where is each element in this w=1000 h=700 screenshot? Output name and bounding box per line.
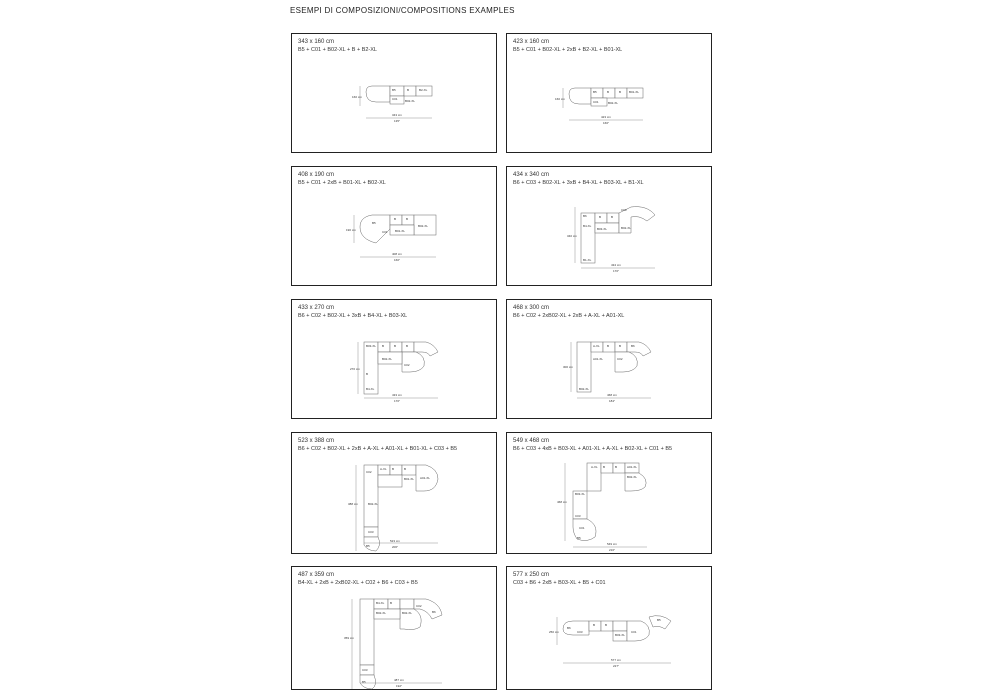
composition-card bbox=[506, 566, 712, 690]
module-label: B bbox=[392, 467, 395, 471]
module-label: B bbox=[603, 465, 606, 469]
composition-card bbox=[506, 33, 712, 153]
width-label: 434 cm bbox=[611, 263, 621, 267]
module-label: B03-XL bbox=[597, 227, 608, 231]
module-label: B02-XL bbox=[405, 99, 416, 103]
module-label: A-XL bbox=[380, 467, 387, 471]
module-label: C01 bbox=[579, 526, 585, 530]
plan-shape bbox=[360, 599, 442, 689]
module-label: B01-XL bbox=[404, 477, 415, 481]
module-label: B bbox=[619, 344, 622, 348]
module-label: B1-XL bbox=[583, 258, 592, 262]
module-label: B4-XL bbox=[366, 387, 375, 391]
module-label: C03 bbox=[621, 208, 627, 212]
module-label: B02-XL bbox=[621, 226, 632, 230]
module-label: B bbox=[599, 215, 602, 219]
composition-diagram bbox=[507, 167, 713, 287]
module-label: B03-XL bbox=[615, 633, 626, 637]
module-label: B6 bbox=[583, 214, 587, 218]
composition-card bbox=[291, 432, 497, 554]
module-label: C02 bbox=[404, 363, 410, 367]
composition-modules: C03 + B6 + 2xB + B03-XL + B5 + C01 bbox=[513, 580, 606, 586]
composition-diagram bbox=[507, 300, 713, 420]
module-label: C02 bbox=[416, 604, 422, 608]
width-inch-label: 184" bbox=[609, 399, 616, 403]
module-label: B bbox=[615, 465, 618, 469]
depth-label: 468 cm bbox=[557, 500, 567, 504]
composition-modules: B4-XL + 2xB + 2xB02-XL + C02 + B6 + C03 + B5 bbox=[298, 580, 418, 586]
module-label: B02-XL bbox=[376, 611, 387, 615]
module-label: B02-XL bbox=[382, 357, 393, 361]
width-label: 433 cm bbox=[392, 393, 402, 397]
composition-diagram bbox=[292, 433, 498, 555]
module-label: B5 bbox=[392, 88, 396, 92]
module-label: B bbox=[605, 623, 608, 627]
module-label: C01 bbox=[593, 100, 599, 104]
composition-card bbox=[291, 33, 497, 153]
composition-card bbox=[291, 166, 497, 286]
module-label: C03 bbox=[577, 630, 583, 634]
depth-label: 160 cm bbox=[352, 95, 362, 99]
module-label: B02-XL bbox=[627, 475, 638, 479]
module-label: B5 bbox=[362, 680, 366, 684]
module-label: B6 bbox=[432, 610, 436, 614]
module-label: A-XL bbox=[593, 344, 600, 348]
module-label: C01 bbox=[382, 230, 388, 234]
composition-card bbox=[506, 432, 712, 554]
composition-dimensions: 577 x 250 cm bbox=[513, 572, 550, 578]
composition-modules: B6 + C03 + B02-XL + 3xB + B4-XL + B03-XL + B1-XL bbox=[513, 180, 644, 186]
module-label: B5 bbox=[593, 90, 597, 94]
module-label: B4-XL bbox=[583, 224, 592, 228]
module-label: B5 bbox=[577, 536, 581, 540]
module-label: C02 bbox=[617, 357, 623, 361]
module-label: C02 bbox=[366, 470, 372, 474]
module-label: A01-XL bbox=[627, 465, 638, 469]
width-label: 468 cm bbox=[607, 393, 617, 397]
module-label: B4-XL bbox=[376, 601, 385, 605]
module-label: B5 bbox=[372, 221, 376, 225]
module-label: B03-XL bbox=[366, 344, 377, 348]
module-label: B bbox=[394, 217, 397, 221]
module-label: C03 bbox=[368, 530, 374, 534]
module-label: B bbox=[406, 344, 409, 348]
plan-shape bbox=[563, 616, 671, 641]
module-label: B02-XL bbox=[418, 224, 429, 228]
module-label: A01-XL bbox=[593, 357, 604, 361]
composition-modules: B5 + C01 + B02-XL + 2xB + B2-XL + B01-XL bbox=[513, 47, 623, 53]
module-label: B bbox=[607, 344, 610, 348]
composition-diagram bbox=[292, 567, 498, 691]
composition-dimensions: 423 x 160 cm bbox=[513, 39, 550, 45]
width-inch-label: 160" bbox=[394, 258, 401, 262]
module-label: A-XL bbox=[591, 465, 598, 469]
module-label: B6 bbox=[567, 626, 571, 630]
width-inch-label: 135" bbox=[394, 119, 401, 123]
width-inch-label: 166" bbox=[603, 121, 610, 125]
module-label: A01-XL bbox=[420, 476, 431, 480]
composition-modules: B6 + C02 + 2xB02-XL + 2xB + A-XL + A01-XL bbox=[513, 313, 625, 319]
composition-dimensions: 434 x 340 cm bbox=[513, 172, 550, 178]
module-label: C01 bbox=[392, 97, 398, 101]
width-label: 523 cm bbox=[390, 539, 400, 543]
composition-card bbox=[506, 299, 712, 419]
width-label: 408 cm bbox=[392, 252, 402, 256]
module-label: B5 bbox=[366, 544, 370, 548]
plan-shape bbox=[364, 342, 438, 394]
module-label: B5 bbox=[657, 618, 661, 622]
module-label: B01-XL bbox=[629, 90, 640, 94]
module-label: B02-XL bbox=[608, 101, 619, 105]
composition-diagram bbox=[507, 34, 713, 154]
depth-label: 359 cm bbox=[344, 636, 354, 640]
composition-modules: B5 + C01 + B02-XL + B + B2-XL bbox=[298, 47, 377, 53]
plan-shape bbox=[581, 207, 655, 263]
composition-dimensions: 433 x 270 cm bbox=[298, 305, 335, 311]
module-label: B bbox=[619, 90, 622, 94]
module-label: B02-XL bbox=[402, 611, 413, 615]
composition-card bbox=[506, 166, 712, 286]
module-label: B2-XL bbox=[419, 88, 428, 92]
composition-card bbox=[291, 299, 497, 419]
module-label: C03 bbox=[575, 514, 581, 518]
module-label: C03 bbox=[362, 668, 368, 672]
depth-label: 300 cm bbox=[563, 365, 573, 369]
width-label: 487 cm bbox=[394, 678, 404, 682]
module-label: B03-XL bbox=[575, 492, 586, 496]
depth-label: 388 cm bbox=[348, 502, 358, 506]
composition-dimensions: 523 x 388 cm bbox=[298, 438, 335, 444]
plan-shape bbox=[577, 342, 651, 392]
module-label: B bbox=[406, 217, 409, 221]
depth-label: 270 cm bbox=[350, 367, 360, 371]
width-label: 577 cm bbox=[611, 658, 621, 662]
composition-modules: B6 + C03 + 4xB + B03-XL + A01-XL + A-XL + B02-XL + C01 + B5 bbox=[513, 446, 673, 452]
depth-label: 340 cm bbox=[567, 234, 577, 238]
depth-label: 250 cm bbox=[549, 630, 559, 634]
module-label: B02-XL bbox=[368, 502, 379, 506]
module-label: B01-XL bbox=[395, 229, 406, 233]
width-label: 343 cm bbox=[392, 113, 402, 117]
module-label: B6 bbox=[631, 344, 635, 348]
module-label: B bbox=[394, 344, 397, 348]
module-label: B bbox=[593, 623, 596, 627]
module-label: B bbox=[607, 90, 610, 94]
width-inch-label: 170" bbox=[394, 399, 401, 403]
composition-dimensions: 549 x 468 cm bbox=[513, 438, 550, 444]
module-label: C01 bbox=[631, 630, 637, 634]
width-inch-label: 227" bbox=[613, 664, 620, 668]
module-label: B bbox=[366, 372, 369, 376]
composition-diagram bbox=[292, 167, 498, 287]
composition-modules: B6 + C02 + B02-XL + 3xB + B4-XL + B03-XL bbox=[298, 313, 408, 319]
composition-dimensions: 343 x 160 cm bbox=[298, 39, 335, 45]
composition-modules: B5 + C01 + 2xB + B01-XL + B02-XL bbox=[298, 180, 386, 186]
composition-diagram bbox=[292, 34, 498, 154]
composition-diagram bbox=[507, 433, 713, 555]
depth-label: 190 cm bbox=[346, 228, 356, 232]
page-title: ESEMPI DI COMPOSIZIONI/COMPOSITIONS EXAMPLES bbox=[290, 6, 515, 15]
composition-modules: B6 + C02 + B02-XL + 2xB + A-XL + A01-XL + B01-XL + C03 + B5 bbox=[298, 446, 458, 452]
composition-diagram bbox=[507, 567, 713, 691]
depth-label: 160 cm bbox=[555, 97, 565, 101]
module-label: B bbox=[382, 344, 385, 348]
module-label: B bbox=[390, 601, 393, 605]
composition-dimensions: 487 x 359 cm bbox=[298, 572, 335, 578]
width-inch-label: 216" bbox=[609, 548, 616, 552]
width-inch-label: 170" bbox=[613, 269, 620, 273]
module-label: B bbox=[611, 215, 614, 219]
width-label: 423 cm bbox=[601, 115, 611, 119]
module-label: B bbox=[407, 88, 410, 92]
composition-card bbox=[291, 566, 497, 690]
module-label: B02-XL bbox=[579, 387, 590, 391]
width-inch-label: 192" bbox=[396, 684, 403, 688]
composition-dimensions: 468 x 300 cm bbox=[513, 305, 550, 311]
width-label: 549 cm bbox=[607, 542, 617, 546]
width-inch-label: 206" bbox=[392, 545, 399, 549]
module-label: B bbox=[404, 467, 407, 471]
composition-diagram bbox=[292, 300, 498, 420]
composition-dimensions: 408 x 190 cm bbox=[298, 172, 335, 178]
